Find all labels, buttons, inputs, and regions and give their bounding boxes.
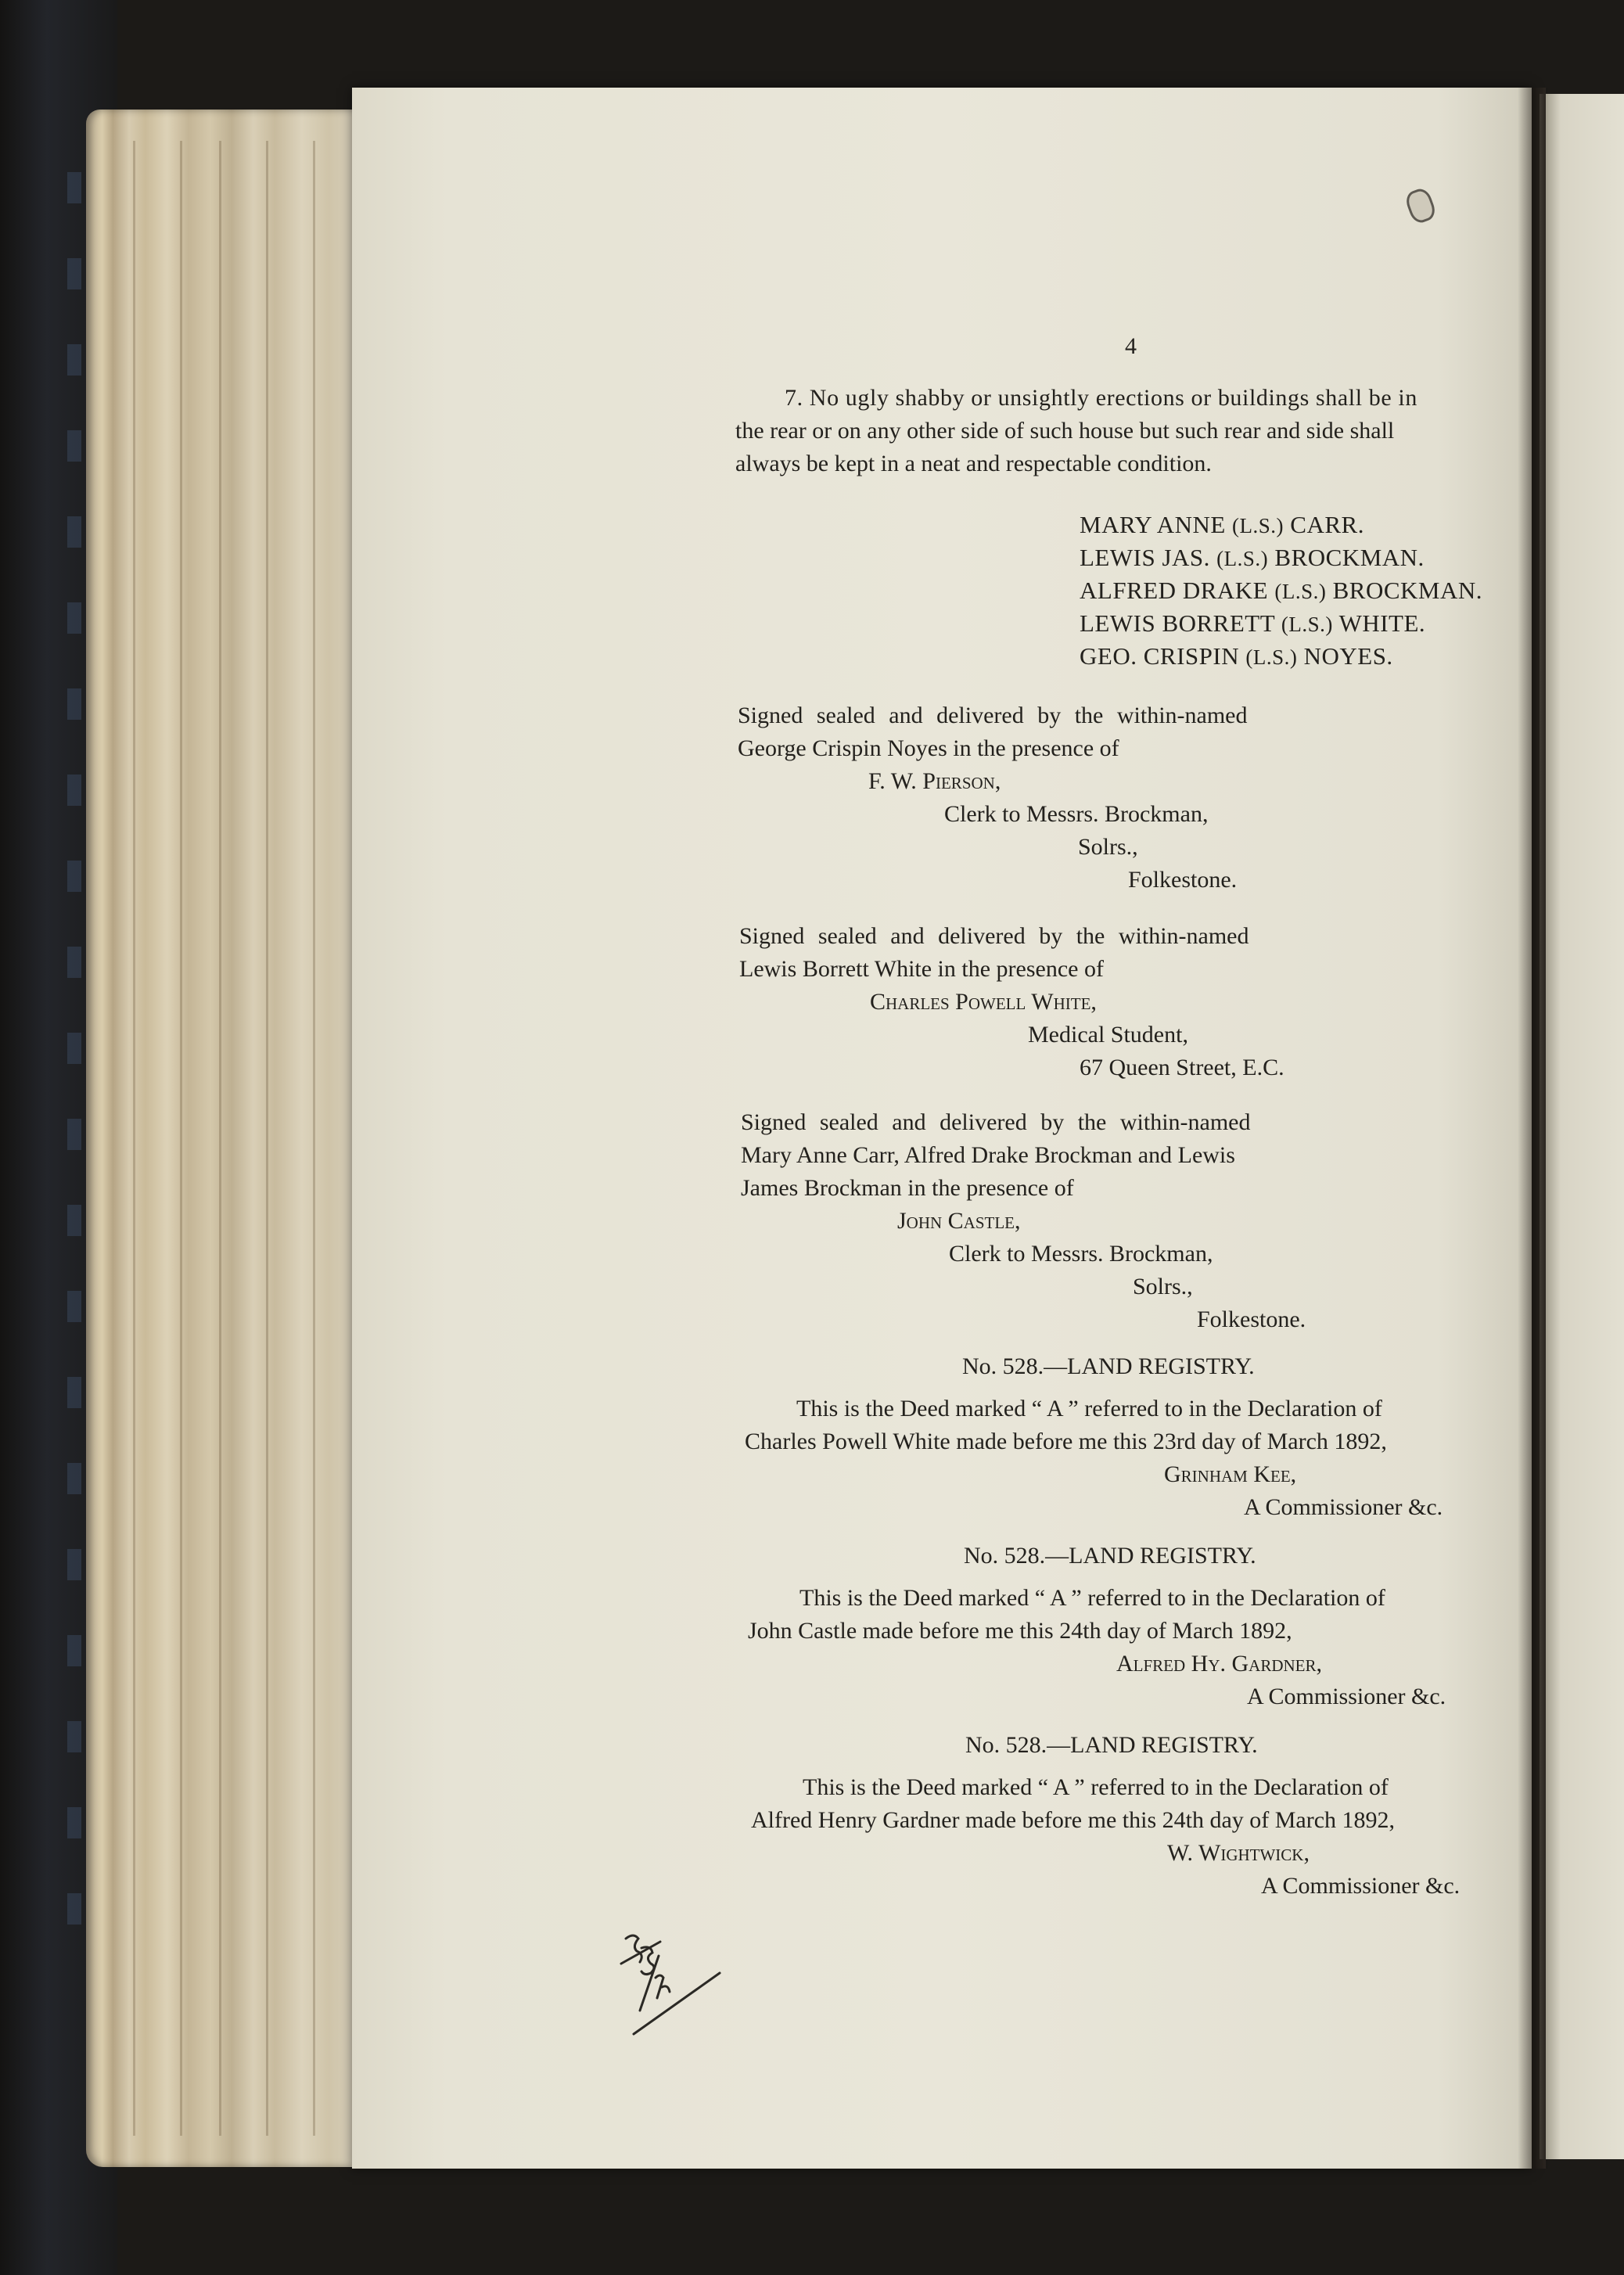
registry-line: This is the Deed marked “ A ” referred to in the Declaration of (803, 1774, 1389, 1800)
witness-detail: Clerk to Messrs. Brockman, (944, 801, 1209, 827)
ink-mark (1403, 186, 1438, 225)
witness-intro-line: Signed sealed and delivered by the within-named (738, 703, 1248, 728)
witness-intro-line: Signed sealed and delivered by the within-named (739, 923, 1249, 949)
page-stack-edge (86, 110, 356, 2167)
clause-line: the rear or on any other side of such house but such rear and side shall (735, 418, 1395, 444)
signatory: MARY ANNE (L.S.) CARR. (1080, 511, 1364, 538)
witness-detail: Solrs., (1078, 834, 1138, 860)
witness-intro-line: Lewis Borrett White in the presence of (739, 956, 1104, 982)
witness-intro-line: Signed sealed and delivered by the within-named (741, 1109, 1251, 1135)
commissioner-name: Grinham Kee, (1164, 1461, 1297, 1487)
registry-line: This is the Deed marked “ A ” referred to in the Declaration of (799, 1585, 1385, 1611)
witness-intro-line: Mary Anne Carr, Alfred Drake Brockman and Lewis (741, 1142, 1235, 1168)
witness-detail: Clerk to Messrs. Brockman, (949, 1241, 1213, 1267)
commissioner-title: A Commissioner &c. (1247, 1684, 1446, 1709)
signatory: ALFRED DRAKE (L.S.) BROCKMAN. (1080, 577, 1482, 604)
registry-heading: No. 528.—LAND REGISTRY. (964, 1543, 1256, 1569)
witness-detail: Folkestone. (1197, 1306, 1306, 1332)
witness-intro-line: George Crispin Noyes in the presence of (738, 735, 1119, 761)
cover-label-strip (67, 172, 81, 1971)
page-number: 4 (1125, 333, 1137, 359)
witness-name: John Castle, (897, 1208, 1021, 1234)
witness-intro-line: James Brockman in the presence of (741, 1175, 1074, 1201)
clause-line: 7. No ugly shabby or unsightly erections or buildings shall be in (785, 385, 1417, 411)
witness-detail: 67 Queen Street, E.C. (1080, 1055, 1284, 1080)
commissioner-name: Alfred Hy. Gardner, (1116, 1651, 1323, 1677)
witness-detail: Medical Student, (1028, 1022, 1188, 1048)
page-gutter (1518, 88, 1546, 2169)
witness-detail: Folkestone. (1128, 867, 1238, 893)
commissioner-title: A Commissioner &c. (1261, 1873, 1461, 1899)
registry-line: Charles Powell White made before me this 23rd day of March 1892, (745, 1429, 1387, 1454)
signatory: LEWIS JAS. (L.S.) BROCKMAN. (1080, 544, 1425, 571)
registry-heading: No. 528.—LAND REGISTRY. (962, 1353, 1255, 1379)
facing-page-edge (1540, 94, 1624, 2159)
signatory: GEO. CRISPIN (L.S.) NOYES. (1080, 642, 1393, 670)
handwritten-annotation (610, 1925, 735, 2058)
witness-name: F. W. Pierson, (868, 768, 1001, 794)
commissioner-name: W. Wightwick, (1167, 1840, 1310, 1866)
commissioner-title: A Commissioner &c. (1244, 1494, 1443, 1520)
registry-line: Alfred Henry Gardner made before me this 24th day of March 1892, (751, 1807, 1396, 1833)
witness-name: Charles Powell White, (870, 989, 1097, 1015)
document-page (352, 88, 1532, 2169)
clause-line: always be kept in a neat and respectable condition. (735, 451, 1212, 476)
registry-line: John Castle made before me this 24th day of March 1892, (748, 1618, 1292, 1644)
registry-line: This is the Deed marked “ A ” referred to in the Declaration of (796, 1396, 1382, 1421)
registry-heading: No. 528.—LAND REGISTRY. (965, 1732, 1258, 1758)
witness-detail: Solrs., (1133, 1274, 1193, 1299)
signatory: LEWIS BORRETT (L.S.) WHITE. (1080, 609, 1426, 637)
